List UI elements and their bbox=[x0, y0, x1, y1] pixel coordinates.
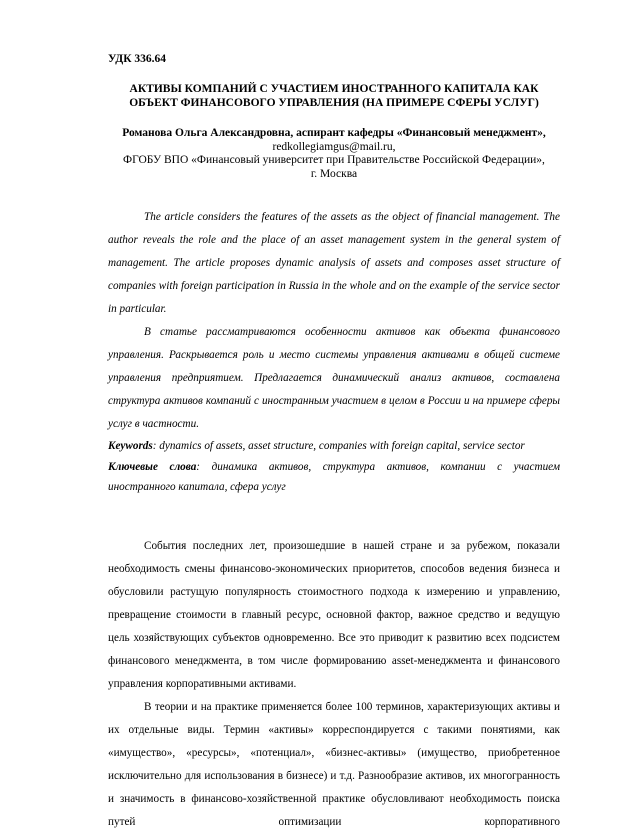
keywords-en-label: Keywords bbox=[108, 440, 153, 452]
paper-page bbox=[108, 52, 560, 834]
keywords-en bbox=[108, 436, 560, 456]
author-block bbox=[108, 127, 560, 181]
keywords-ru-label: Ключевые слова bbox=[108, 461, 197, 473]
keywords-ru-text: : динамика активов, структура активов, компании с участием иностранного капитала, сфера услуг bbox=[108, 461, 560, 493]
author-affiliation: ФГОБУ ВПО «Финансовый университет при Правительстве Российской Федерации», bbox=[123, 154, 545, 166]
keywords-ru bbox=[108, 457, 560, 497]
author-name: Романова Ольга Александровна, аспирант кафедры «Финансовый менеджмент», bbox=[122, 127, 546, 139]
keywords-en-text: : dynamics of assets, asset structure, companies with foreign capital, service sector bbox=[152, 440, 525, 452]
abstract-en: The article considers the features of the assets as the object of financial management. The author reveals the role and the place of an asset management system in the general system of management. The article proposes dynamic analysis of assets and composes asset structure of companies with foreign participation in Russia in the whole and on the example of the service sector in particular. bbox=[108, 211, 560, 315]
author-email: redkollegiamgus@mail.ru, bbox=[272, 140, 396, 153]
body-paragraph-1: События последних лет, произошедшие в нашей стране и за рубежом, показали необходимость смены финансово-экономических приоритетов, способов ведения бизнеса и обусловили растущую популярность стоимостного подхода к измерению и управлению, превращение стоимости в главный ресурс, основной фактор, важное средство и ведущую цель хозяйствующих субъектов одновременно. Все это приводит к развитию всех подсистем финансового менеджмента, в том числе формированию asset-менеджмента и финансового управления корпоративными активами. bbox=[108, 540, 560, 690]
abstract-ru: В статье рассматриваются особенности активов как объекта финансового управления. Раскрывается роль и место системы управления активами в общей системе управления предприятием. Предлагается динамический анализ активов, составлена структура активов компаний с иностранным участием в целом в России и на примере сферы услуг в частности. bbox=[108, 326, 560, 430]
author-city: г. Москва bbox=[310, 167, 358, 180]
udk-code: УДК 336.64 bbox=[108, 53, 167, 65]
paper-title: АКТИВЫ КОМПАНИЙ С УЧАСТИЕМ ИНОСТРАННОГО КАПИТАЛА КАК ОБЪЕКТ ФИНАНСОВОГО УПРАВЛЕНИЯ (НА ПРИМЕРЕ СФЕРЫ УСЛУГ) bbox=[129, 83, 539, 109]
body-paragraph-2: В теории и на практике применяется более 100 терминов, характеризующих активы и их отдельные виды. Термин «активы» корреспондируется с такими понятиями, как «имущество», «ресурсы», «потенциал», «бизнес-активы» (имущество, приобретенное исключительно для использования в бизнесе) и т.д. Разнообразие активов, их многогранность и значимость в финансово-хозяйственной практике обусловливают необходимость поиска путей оптимизации корпоративного bbox=[108, 701, 560, 828]
